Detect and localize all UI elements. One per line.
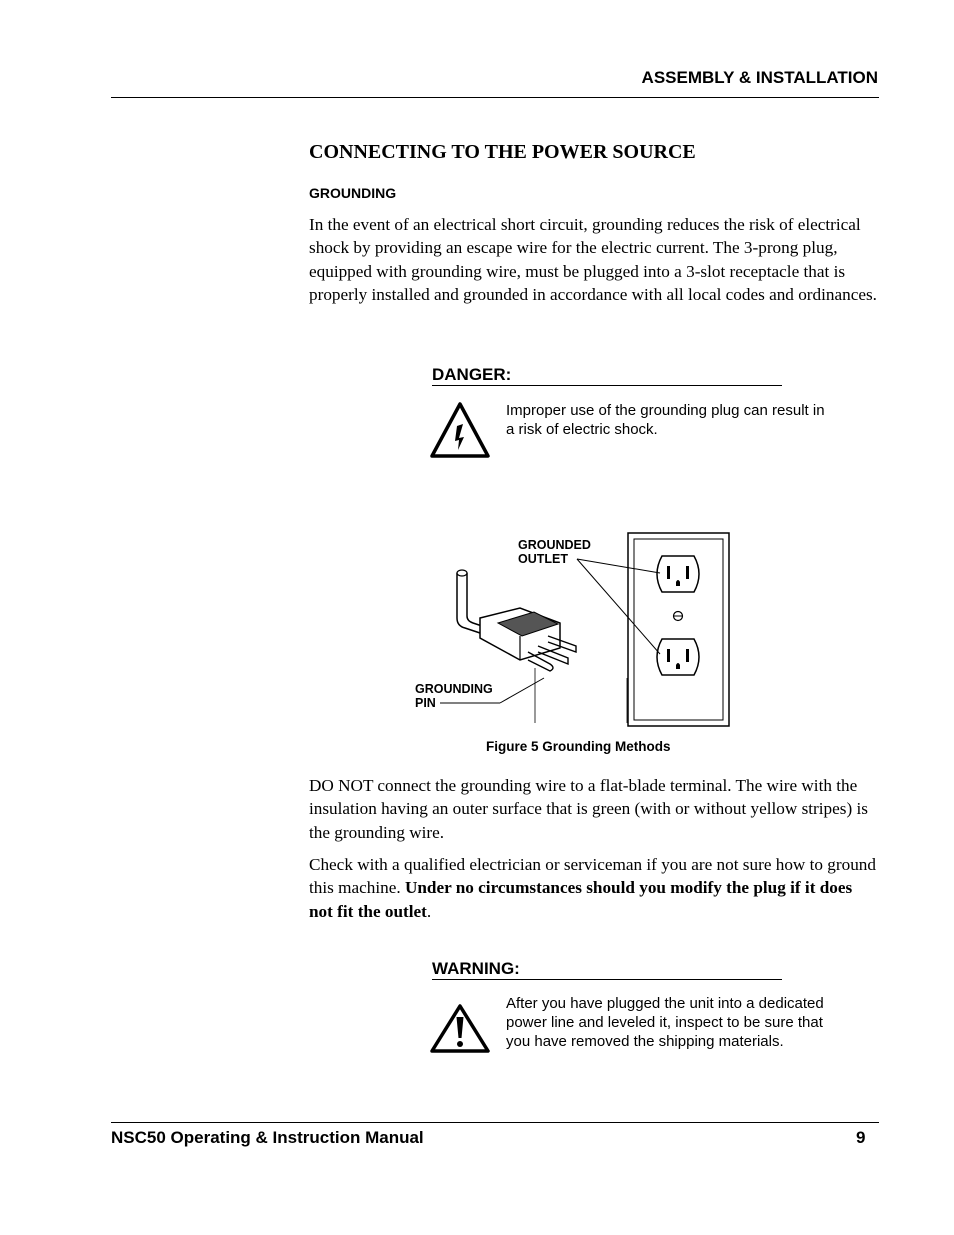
warning-rule — [432, 979, 782, 980]
label-grounding-pin: PIN — [415, 696, 436, 710]
label-grounded-outlet: GROUNDED — [518, 538, 591, 552]
warning-text: After you have plugged the unit into a dedicated power line and leveled it, inspect to be sure that you have removed the shipping materials. — [506, 995, 824, 1050]
danger-rule — [432, 385, 782, 386]
electrician-paragraph — [309, 853, 877, 923]
electrician-paragraph-end: . — [426, 901, 432, 921]
exclamation-warning-icon — [428, 1003, 492, 1055]
grounding-paragraph: In the event of an electrical short circuit, grounding reduces the risk of electrical shock by providing an escape wire for the electric current. The 3-prong plug, equipped with grounding wire, must be plugged into a 3-slot receptacle that is properly installed and grounded in accordance with all local codes and ordinances. — [309, 215, 877, 304]
figure-caption: Figure 5 Grounding Methods — [486, 739, 671, 754]
label-grounded-outlet: OUTLET — [518, 552, 568, 566]
header-rule — [111, 97, 879, 98]
section-title: CONNECTING TO THE POWER SOURCE — [309, 141, 696, 163]
footer-rule — [111, 1122, 879, 1123]
running-header: ASSEMBLY & INSTALLATION — [641, 68, 878, 87]
label-grounding-pin: GROUNDING — [415, 682, 493, 696]
grounding-methods-figure — [410, 528, 740, 728]
subsection-title: GROUNDING — [309, 185, 397, 201]
warning-label: WARNING: — [432, 959, 520, 978]
page-number: 9 — [856, 1128, 866, 1147]
outlet-plate — [628, 533, 729, 726]
electrician-paragraph-text: Check with a qualified electrician or serviceman if you are not sure how to ground this machine. — [309, 855, 876, 898]
footer-title: NSC50 Operating & Instruction Manual — [111, 1128, 424, 1147]
danger-text: Improper use of the grounding plug can result in a risk of electric shock. — [506, 402, 825, 438]
danger-label: DANGER: — [432, 365, 512, 384]
electrician-paragraph-emphasis: Under no circumstances should you modify the plug if it does not fit the outlet — [309, 878, 853, 921]
wire-paragraph: DO NOT connect the grounding wire to a flat-blade terminal. The wire with the insulation having an outer surface that is green (with or without yellow stripes) is the grounding wire. — [309, 776, 868, 842]
electric-shock-warning-icon — [428, 400, 492, 460]
